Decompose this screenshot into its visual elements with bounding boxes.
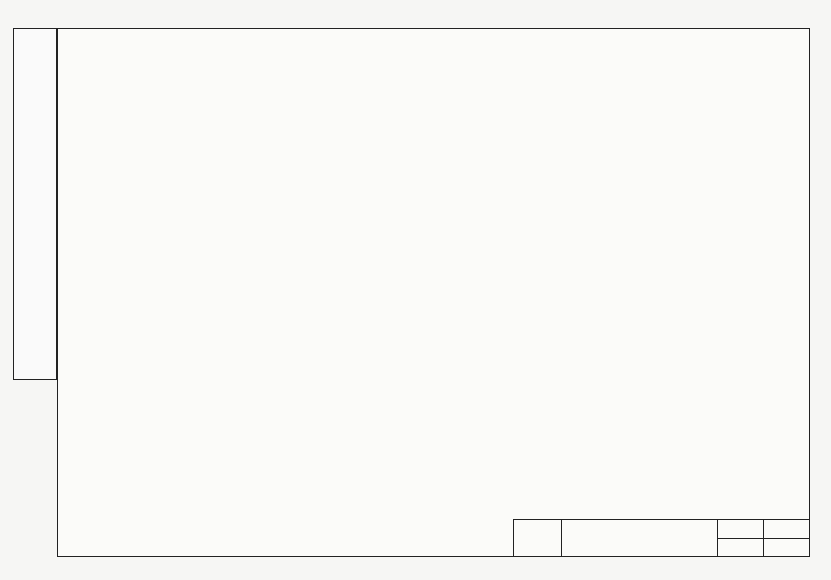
approval-strip (13, 28, 57, 380)
atlas-label (718, 520, 763, 539)
title-block-keys (718, 520, 764, 556)
page-number-value (764, 538, 810, 556)
title-block-values (764, 520, 810, 556)
title-block (513, 519, 809, 556)
atlas-number (764, 520, 810, 539)
drawing-frame (57, 28, 810, 557)
title-block-label (514, 520, 562, 556)
page-label (718, 538, 763, 556)
drawing-title (562, 520, 718, 556)
